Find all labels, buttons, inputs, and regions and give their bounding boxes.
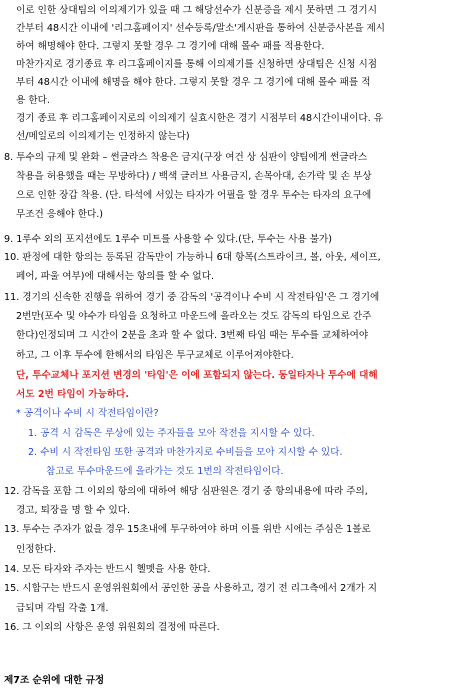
text-line: 급되며 각팀 각출 1개. [16, 603, 109, 614]
text-line: 서도 2번 타임이 가능하다. [16, 389, 130, 400]
text-line: 1. 공격 시 감독은 루상에 있는 주자들을 모아 작전을 지시할 수 있다. [28, 428, 315, 439]
text-line: 간부터 48시간 이내에 '리그홈페이지' 선수등록/말소'게시판을 통하여 신분증사본을 제시 [16, 23, 386, 34]
text-line: 하여 해명해야 한다. 그렇지 못할 경우 그 경기에 대해 몰수 패를 적용한다. [16, 41, 325, 52]
text-line: 경고, 퇴장을 명 할 수 있다. [16, 505, 131, 516]
text-line: 한다)인정되며 그 시간이 2분을 초과 할 수 없다. 3번째 타임 때는 투수를 교체하여야 [16, 330, 369, 341]
text-line: 용 한다. [16, 95, 50, 106]
text-line: 선/메일로의 이의제기는 인정하지 않는다) [16, 131, 190, 142]
text-line: 15. 시합구는 반드시 운영위원회에서 공인한 공을 사용하고, 경기 전 리그측에서 2개가 지 [4, 583, 378, 594]
text-line: 12. 감독을 포함 그 이외의 항의에 대하여 해당 심판원은 경기 중 항의내용에 따라 주의, [4, 486, 368, 497]
text-line: 16. 그 이외의 사항은 운영 위원회의 결정에 따른다. [4, 622, 220, 633]
text-line: 13. 투수는 주자가 없을 경우 15초내에 투구하여야 하며 이를 위반 시에는 주심은 1볼로 [4, 524, 371, 535]
text-line: 2번만(포수 및 야수가 타임을 요청하고 마운드에 올라오는 것도 감독의 타임으로 간주 [16, 311, 372, 322]
text-line: 페어, 파울 여부)에 대해서는 항의를 할 수 없다. [16, 271, 215, 282]
section-heading: 제7조 순위에 대한 규정 [4, 675, 105, 686]
text-line: 마찬가지로 경기종료 후 리그홈페이지를 통해 이의제기를 신청하면 상대팀은 신청 시점 [16, 59, 378, 70]
text-line: 8. 투수의 규제 및 완화 – 썬글라스 착용은 금지(구장 여건 상 심판이 양팀에게 썬글라스 [4, 152, 368, 163]
text-line: 부터 48시간 이내에 해명을 해야 한다. 그렇지 못할 경우 그 경기에 대해 몰수 패를 적 [16, 77, 371, 88]
text-line: 14. 모든 타자와 주자는 반드시 헬멧을 사용 한다. [4, 564, 211, 575]
text-line: 2. 수비 시 작전타임 또한 공격과 마찬가지로 수비들을 모아 지시할 수 있다. [28, 447, 343, 458]
text-line: 하고, 그 이후 투수에 한해서의 타임은 투구교체로 이루어져야한다. [16, 350, 294, 361]
text-line: 참고로 투수마운드에 올라가는 것도 1번의 작전타임이다. [46, 466, 284, 477]
text-line: 인정한다. [16, 544, 57, 555]
text-line: 무조건 응해야 한다.) [16, 209, 104, 220]
text-line: 11. 경기의 신속한 진행을 위하여 경기 중 감독의 '공격이나 수비 시 작전타임'은 그 경기에 [4, 292, 380, 303]
text-line: 이로 인한 상대팀의 이의제기가 있을 때 그 해당선수가 신분증을 제시 못하면 그 경기시 [16, 5, 377, 16]
text-line: 단, 투수교체나 포지션 변경의 '타임'은 이에 포함되지 않는다. 동일타자나 투수에 대해 [16, 370, 378, 381]
text-line: 으로 인한 장갑 착용. (단. 타석에 서있는 타자가 어필을 할 경우 투수는 타자의 요구에 [16, 190, 372, 201]
text-line: 9. 1루수 외의 포지션에도 1루수 미트를 사용할 수 있다.(단, 투수는 사용 불가) [4, 234, 332, 245]
text-line: 경기 종료 후 리그홈페이지로의 이의제기 실효시한은 경기 시점부터 48시간이내이다. 유 [16, 113, 384, 124]
text-line: * 공격이나 수비 시 작전타임이란? [16, 408, 159, 419]
text-line: 착용을 허용했을 때는 무방하다) / 백색 글러브 사용금지, 손목아대, 손가락 및 손 부상 [16, 171, 372, 182]
text-line: 10. 판정에 대한 항의는 등록된 감독만이 가능하니 6대 항목(스트라이크, 볼, 아웃, 세이프, [4, 252, 381, 263]
